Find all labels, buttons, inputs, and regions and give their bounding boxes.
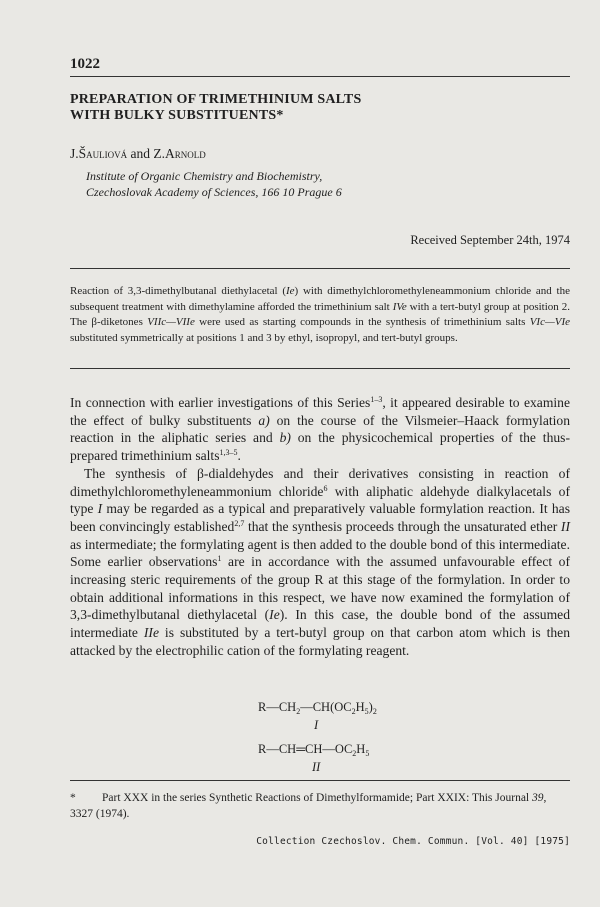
affiliation [86, 168, 556, 200]
compound-ref: IVe [392, 300, 407, 313]
formula-text: H [355, 700, 365, 714]
footnote-text: , 3327 (1974). [70, 792, 547, 820]
abstract-text: Reaction of 3,3-dimethylbutanal diethylacetal ( [70, 285, 286, 297]
author-conjunction: and [130, 146, 151, 161]
abstract-bottom-rule [70, 368, 570, 369]
body-text: as intermediate; the formylating agent is then added to the double bond of this intermediate. Some earlier observations [70, 536, 570, 570]
author-1-initial: J. [70, 146, 79, 161]
journal-citation-line: Collection Czechoslov. Chem. Commun. [Vol. 40] [1975] [256, 836, 570, 847]
formula-text: ) [368, 700, 373, 714]
compound-ref: I [97, 501, 103, 517]
compound-ref: VIIc—VIIe [147, 316, 195, 328]
body-text: may be regarded as a typical and preparatively valuable formylation reaction. It has been convincingly established [70, 501, 570, 534]
abstract-text: ) with dimethylchloromethyleneammonium chloride and the subsequent treatment with dimethylamine afforded the trimethinium salt [70, 285, 570, 313]
author-1-surname: Šauliová [78, 146, 128, 161]
header-rule [70, 76, 570, 77]
body-text: that the synthesis proceeds through the unsaturated ether [244, 518, 561, 534]
footnote-rule [70, 780, 570, 781]
title-line-1: PREPARATION OF TRIMETHINIUM SALTS [70, 92, 362, 107]
citation: 2,7 [234, 518, 245, 528]
body-text: on the physicochemical properties of the thus-prepared trimethinium salts [70, 430, 570, 464]
footnote [70, 790, 570, 822]
author-2-initial: Z. [153, 146, 166, 161]
formula-subscript: 2 [296, 707, 301, 716]
affiliation-line-2: Czechoslovak Academy of Sciences, 166 10 Prague 6 [86, 185, 342, 199]
footnote-mark: * [70, 792, 76, 804]
compound-ref: Ie [286, 285, 295, 297]
abstract-text: substituted symmetrically at positions 1 and 3 by ethyl, isopropyl, and tert-butyl groups. [70, 331, 458, 344]
abstract-top-rule [70, 268, 570, 269]
page-number: 1022 [70, 56, 100, 72]
citation: 1–3 [370, 395, 383, 404]
article-title [70, 92, 550, 124]
formula-subscript: 5 [365, 749, 370, 758]
formula-subscript: 2 [351, 707, 356, 716]
compound-ref: IIe [143, 625, 159, 641]
compound-ref: VIc—VIe [529, 316, 570, 328]
body-text: with aliphatic aldehyde dialkylacetals of type [70, 483, 570, 517]
body-text: are in accordance with the assumed unfavourable effect of increasing steric requirements of the group R at this stage of the formylation. In order to obtain additional informations in this respect, we have now examined the formylation of 3,3-dimethylbutanal diethylacetal ( [70, 554, 570, 623]
title-line-2: WITH BULKY SUBSTITUENTS* [70, 108, 284, 123]
citation: 1 [217, 554, 222, 564]
body-text: is substituted by a tert-butyl group on that carbon atom which is then attacked by the electrophilic cation of the formylating reagent. [70, 625, 570, 658]
received-date: Received September 24th, 1974 [410, 233, 570, 247]
formula-subscript: 2 [372, 707, 377, 716]
formula-subscript: 5 [364, 707, 369, 716]
author-2-surname: Arnold [165, 146, 206, 161]
formula-text: R—CH [258, 700, 297, 714]
formula-text: H [356, 742, 366, 756]
abstract-text: were used as starting compounds in the synthesis of trimethinium salts [194, 316, 530, 328]
body-text: ). In this case, the double bond of the assumed intermediate [70, 607, 570, 641]
formula-II [258, 742, 369, 757]
body-text: on the course of the Vilsmeier–Haack formylation reaction in the aliphatic series and [70, 412, 570, 446]
abstract-text: with a tert-butyl group at position 2. The β-diketones [70, 300, 570, 328]
compound-ref: II [560, 518, 570, 534]
formula-subscript: 2 [352, 749, 357, 758]
list-marker: b) [279, 430, 291, 446]
body-paragraph-1 [70, 394, 570, 465]
formula-text: —CH(OC [300, 700, 352, 714]
article-body [70, 394, 570, 660]
abstract [70, 284, 570, 346]
body-paragraph-2 [70, 465, 570, 660]
author-list [70, 146, 206, 162]
body-text: In connection with earlier investigations of this Series [70, 395, 371, 410]
list-marker: a) [258, 412, 270, 428]
footnote-volume: 39 [532, 792, 544, 804]
formula-I [258, 700, 377, 715]
citation: 6 [323, 483, 328, 493]
formula-I-label: I [314, 718, 319, 732]
footnote-text: Part XXX in the series Synthetic Reactions of Dimethylformamide; Part XXIX: This Journal [102, 792, 533, 804]
formula-II-label: II [312, 760, 321, 774]
body-text: The synthesis of β-dialdehydes and their derivatives consisting in reaction of dimethylchloromethyleneammonium chloride [70, 465, 570, 499]
affiliation-line-1: Institute of Organic Chemistry and Biochemistry, [86, 169, 323, 183]
citation: 1,3–5 [219, 448, 238, 458]
formula-text: R—CH═CH—OC [258, 742, 353, 756]
compound-ref: Ie [269, 607, 280, 623]
body-text: . [237, 448, 241, 464]
body-text: , it appeared desirable to examine the effect of bulky substituents [70, 395, 571, 428]
